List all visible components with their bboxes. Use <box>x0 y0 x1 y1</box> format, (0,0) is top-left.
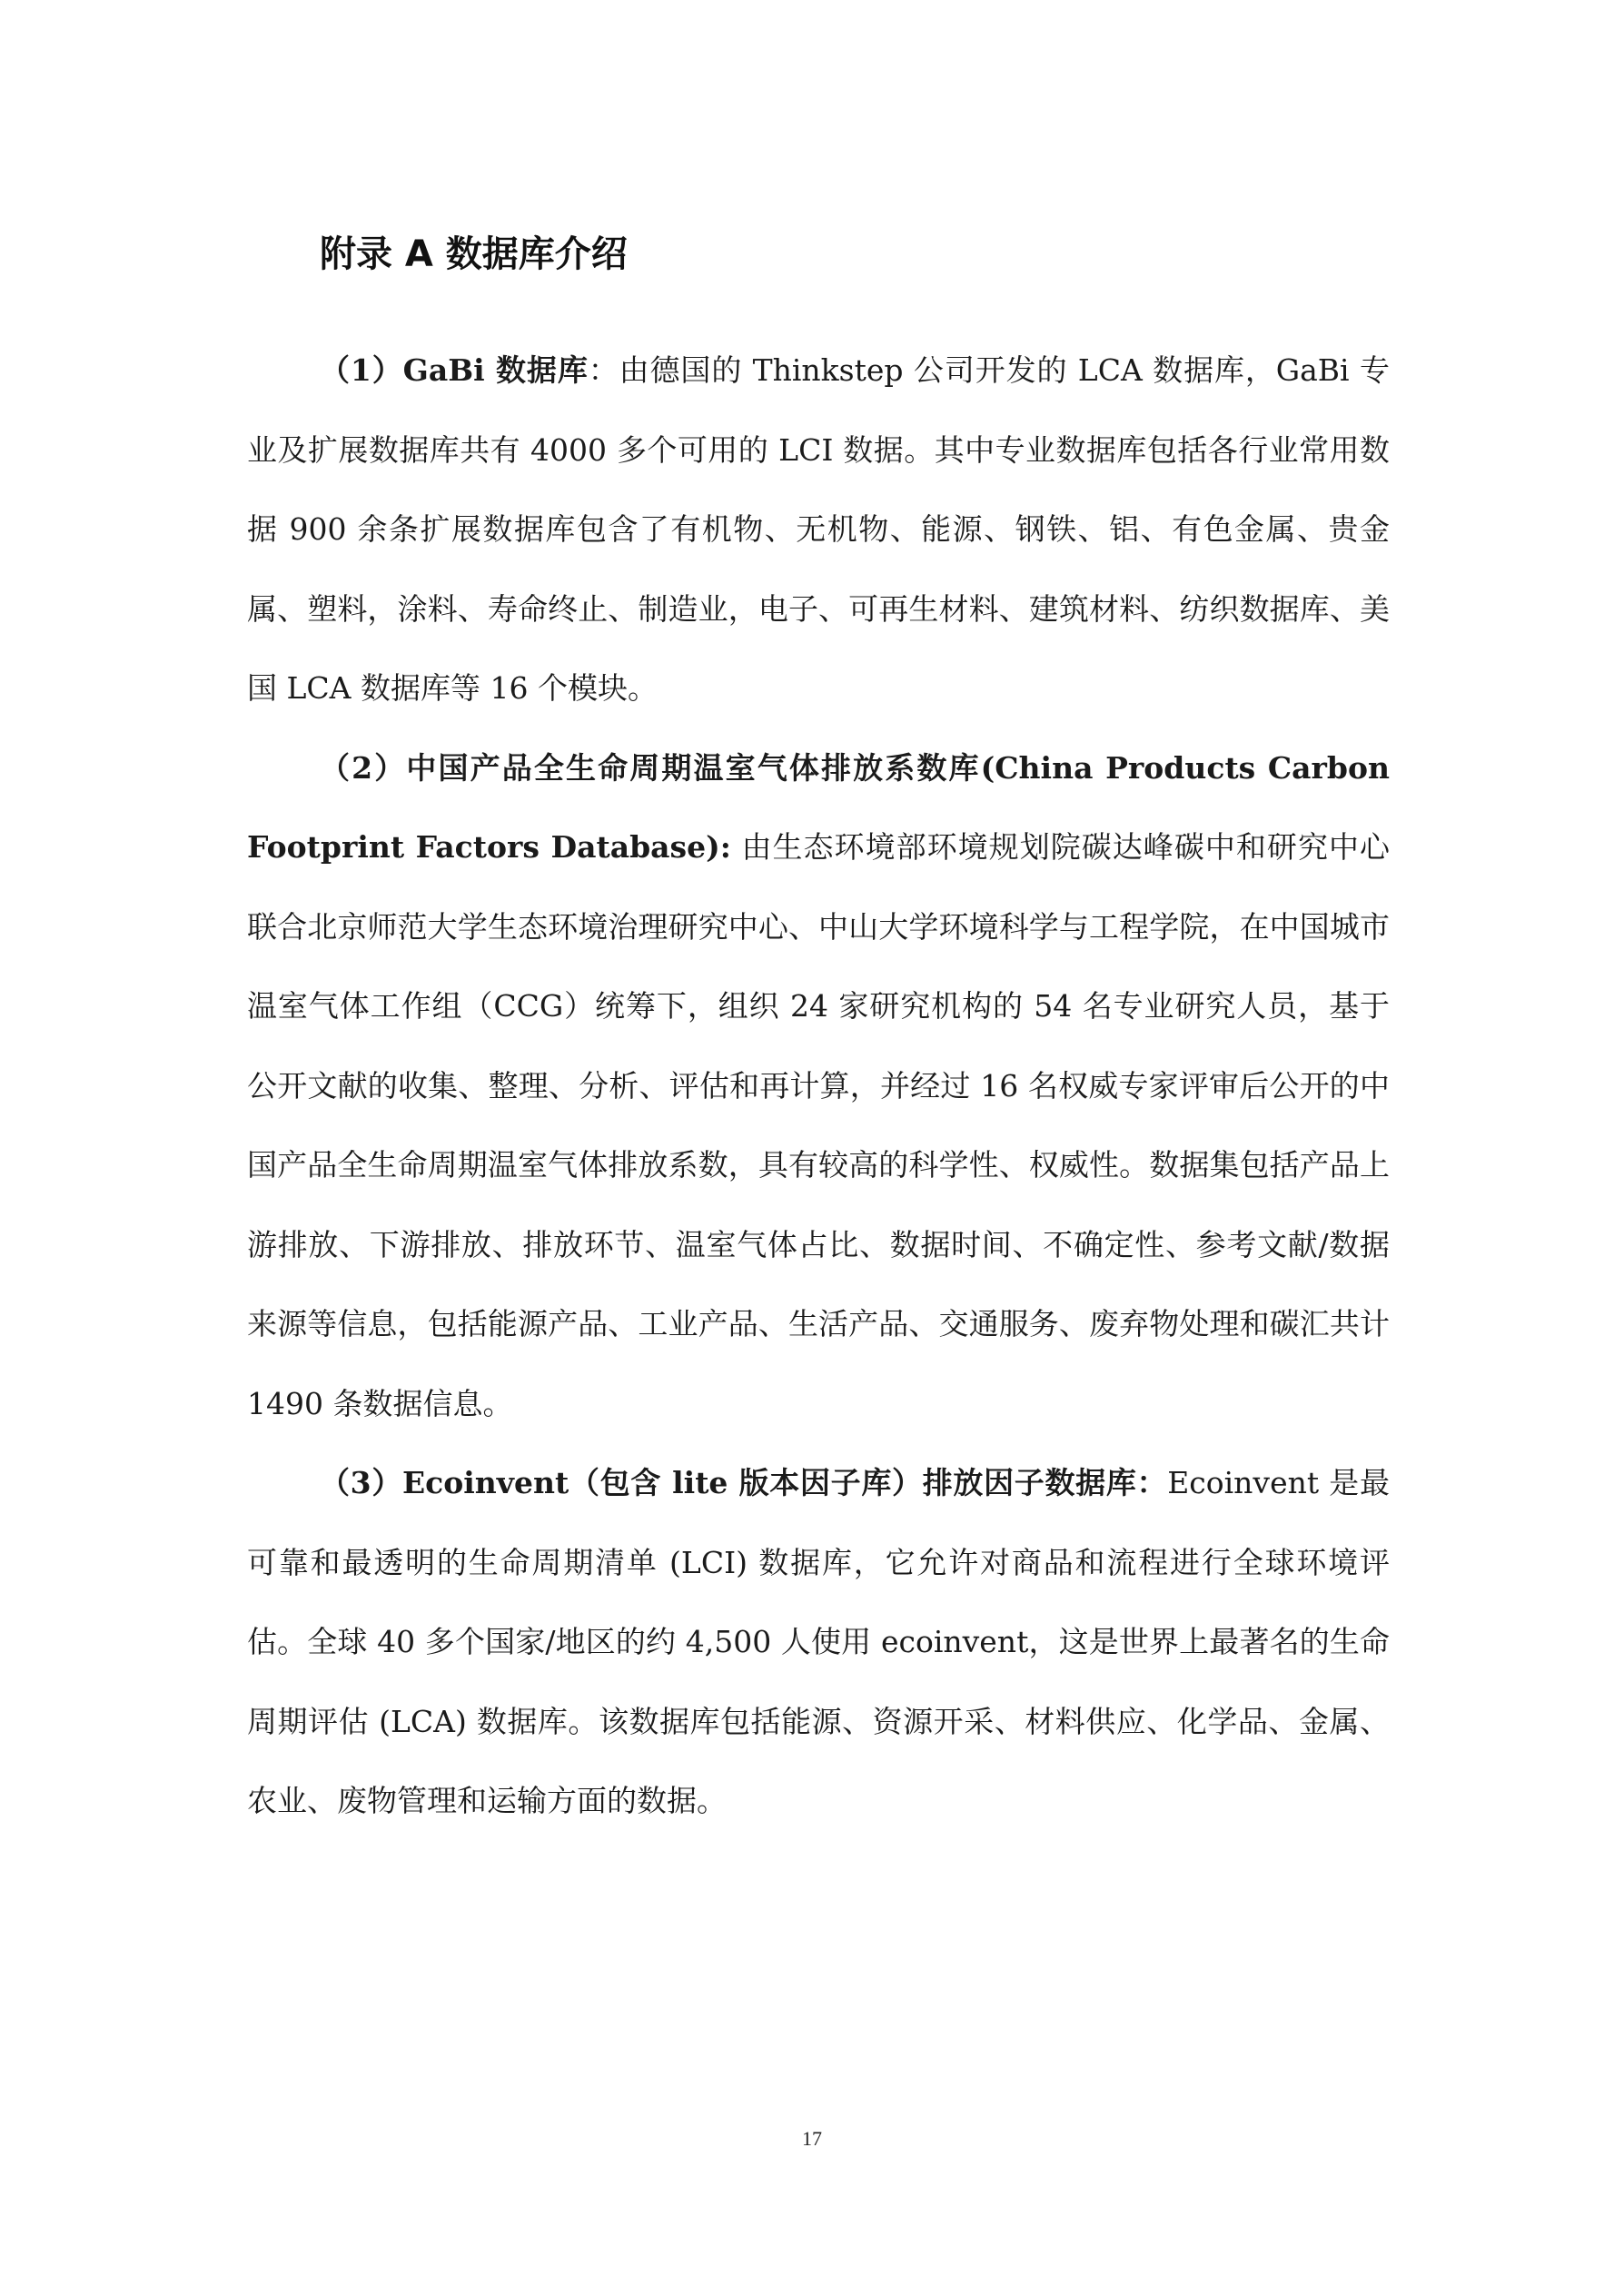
document-body <box>247 227 1390 1841</box>
appendix-heading: 附录 A 数据库介绍 <box>320 233 628 275</box>
page-number: 17 <box>802 2127 822 2150</box>
paragraph-lead-ecoinvent: （3）Ecoinvent（包含 lite 版本因子库）排放因子数据库： <box>320 1465 1168 1500</box>
paragraph-china-products <box>247 728 1390 1444</box>
paragraph-lead-china-products: （2）中国产品全生命周期温室气体排放系数库(China Products Carbon Footprint Factors Database): <box>247 749 1390 865</box>
paragraph-ecoinvent <box>247 1443 1390 1841</box>
paragraph-text-ecoinvent: Ecoinvent 是最可靠和最透明的生命周期清单 (LCI) 数据库，它允许对商品和流程进行全球环境评估。全球 40 多个国家/地区的约 4,500 人使用 ecoinvent，这是世界上最著名的生命周期评估 (LCA) 数据库。该数据库包括能源、资源开采、材料供应、化学品、金属、农业、废物管理和运输方面的数据。 <box>247 1465 1390 1818</box>
paragraph-text-china-products: 由生态环境部环境规划院碳达峰碳中和研究中心联合北京师范大学生态环境治理研究中心、中山大学环境科学与工程学院，在中国城市温室气体工作组（CCG）统筹下，组织 24 家研究机构的 54 名专业研究人员，基于公开文献的收集、整理、分析、评估和再计算，并经过 16 名权威专家评审后公开的中国产品全生命周期温室气体排放系数，具有较高的科学性、权威性。数据集包括产品上游排放、下游排放、排放环节、温室气体占比、数据时间、不确定性、参考文献/数据来源等信息，包括能源产品、工业产品、生活产品、交通服务、废弃物处理和碳汇共计 1490 条数据信息。 <box>247 829 1390 1421</box>
paragraph-lead-gabi: （1）GaBi 数据库 <box>320 352 589 388</box>
paragraph-text-gabi: ：由德国的 Thinkstep 公司开发的 LCA 数据库，GaBi 专业及扩展数据库共有 4000 多个可用的 LCI 数据。其中专业数据库包括各行业常用数据 900 余条扩展数据库包含了有机物、无机物、能源、钢铁、铝、有色金属、贵金属、塑料，涂料、寿命终止、制造业，电子、可再生材料、建筑材料、纺织数据库、美国 LCA 数据库等 16 个模块。 <box>247 352 1390 706</box>
paragraph-gabi <box>247 331 1390 728</box>
